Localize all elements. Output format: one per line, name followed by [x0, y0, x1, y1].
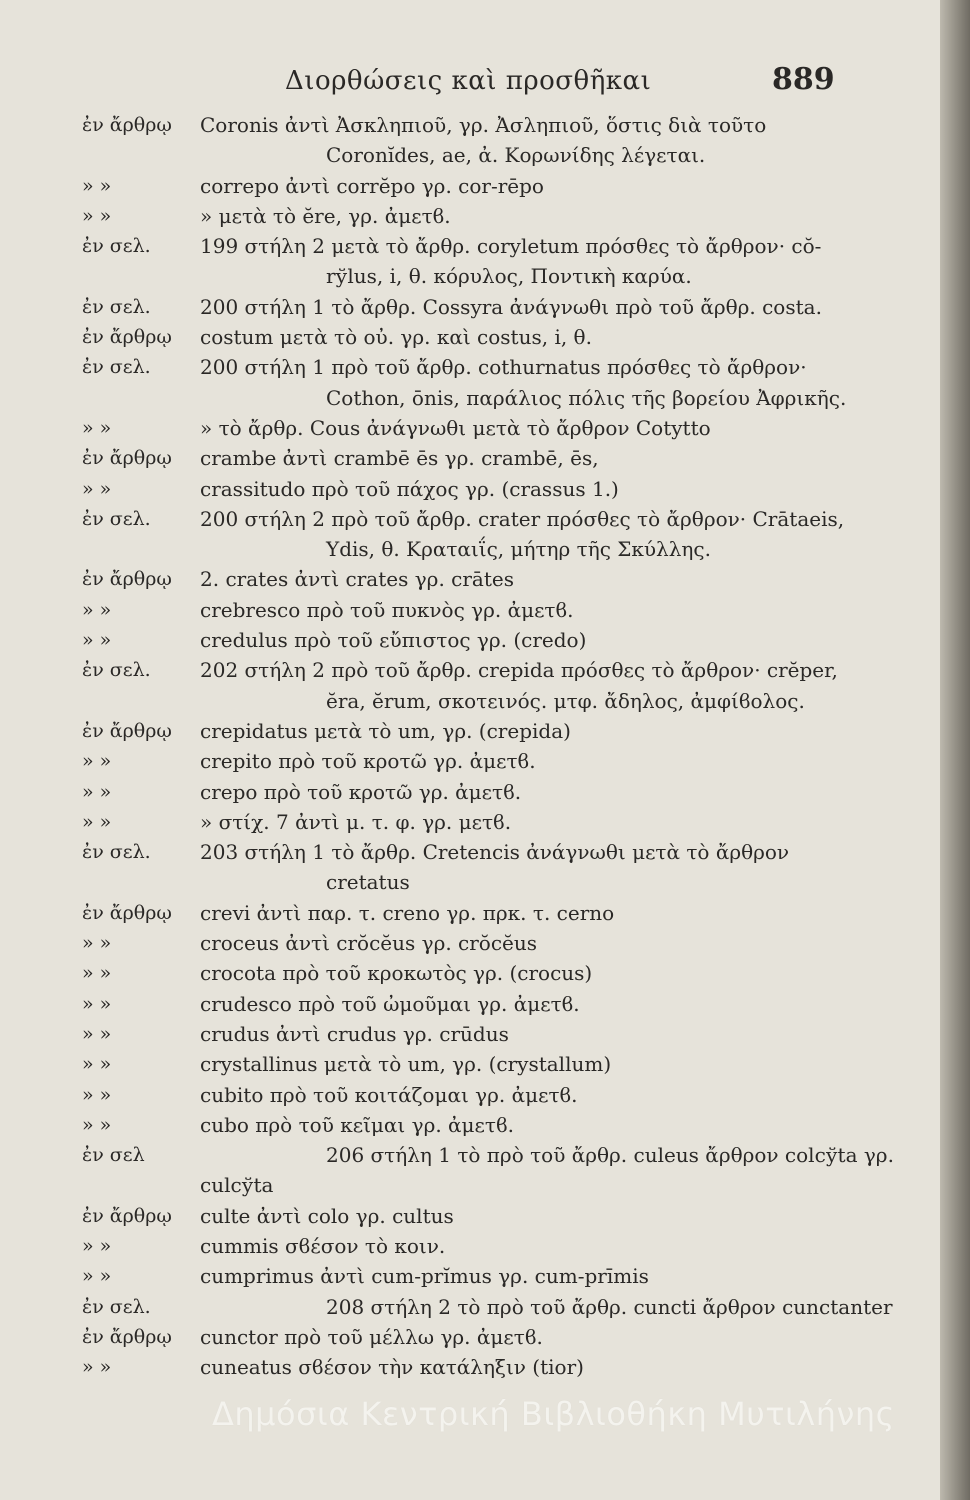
text-line: ἐν σελ. 208 στήλη 2 τὸ πρὸ τοῦ ἄρθρ. cuncti ἄρθρον cunctanter — [82, 1294, 893, 1319]
text-line: ἐν σελ. 203 στήλη 1 τὸ ἄρθρ. Cretencis ἀνάγνωθι μετὰ τὸ ἄρθρον — [82, 840, 790, 865]
text-line: ἐν ἄρθρῳ culte ἀντὶ colo γρ. cultus — [82, 1203, 454, 1228]
text-line: » » » τὸ ἄρθρ. Cous ἀνάγνωθι μετὰ τὸ ἄρθρον Cotytto — [82, 415, 711, 440]
text-line: » » crassitudo πρὸ τοῦ πάχος γρ. (crassus 1.) — [82, 476, 619, 501]
text-line: ĕra, ĕrum, σκοτεινός. μτφ. ἄδηλος, ἀμφίϐολος. — [326, 688, 805, 713]
text-line: » » crebresco πρὸ τοῦ πυκνὸς γρ. ἀμετϐ. — [82, 597, 574, 622]
text-line: cretatus — [326, 870, 410, 895]
text-line: ἐν σελ. 202 στήλη 2 πρὸ τοῦ ἄρθρ. crepida πρόσθες τὸ ἄρθρον· crĕper, — [82, 658, 838, 683]
text-line: ἐν ἄρθρῳ Coronis ἀντὶ Ἀσκληπιοῦ, γρ. Ἀσληπιοῦ, ὅστις διὰ τοῦτο — [82, 113, 767, 137]
errata-list — [0, 110, 940, 1382]
text-line: ἐν σελ. 200 στήλη 2 πρὸ τοῦ ἄρθρ. crater πρόσθες τὸ ἄρθρον· Crātaeis, — [82, 506, 845, 531]
text-line: ἐν σελ. 200 στήλη 1 πρὸ τοῦ ἄρθρ. cothurnatus πρόσθες τὸ ἄρθρον· — [82, 355, 807, 380]
running-head — [0, 62, 940, 102]
text-line: culcўta — [200, 1173, 274, 1198]
text-line: ἐν ἄρθρῳ crevi ἀντὶ παρ. τ. creno γρ. πρκ. τ. cerno — [82, 900, 615, 925]
text-line: ἐν ἄρθρῳ crepidatus μετὰ τὸ um, γρ. (crepida) — [82, 718, 571, 743]
text-line: ἐν σελ. 200 στήλη 1 τὸ ἄρθρ. Cossyra ἀνάγνωθι πρὸ τοῦ ἄρθρ. costa. — [82, 294, 822, 319]
text-line: rўlus, i, θ. κόρυλος, Ποντικὴ καρύα. — [326, 264, 692, 289]
text-line: » » cumprimus ἀντὶ cum-prĭmus γρ. cum-prīmis — [82, 1264, 649, 1289]
page-title: Διορθώσεις καὶ προσθῆκαι — [285, 66, 652, 96]
text-line: » » cubito πρὸ τοῦ κοιτάζομαι γρ. ἀμετϐ. — [82, 1082, 578, 1107]
text-line: » » croceus ἀντὶ crŏcĕus γρ. crŏcĕus — [82, 931, 538, 956]
page-edge — [940, 0, 970, 1500]
text-line: » » crepo πρὸ τοῦ κροτῶ γρ. ἀμετϐ. — [82, 779, 522, 804]
text-line: » » correpo ἀντὶ corrĕpo γρ. cor-rēpo — [82, 173, 544, 198]
text-line: ἐν ἄρθρῳ cunctor πρὸ τοῦ μέλλω γρ. ἀμετϐ. — [82, 1324, 543, 1349]
text-line: Ydis, θ. Κραταιΐς, μήτηρ τῆς Σκύλλης. — [326, 537, 711, 562]
text-line: » » cummis σϐέσον τὸ κοιν. — [82, 1233, 446, 1258]
library-watermark: Δημόσια Κεντρική Βιβλιοθήκη Μυτιλήνης — [212, 1395, 895, 1433]
text-line: » » crepito πρὸ τοῦ κροτῶ γρ. ἀμετϐ. — [82, 749, 536, 774]
text-line: » » crocota πρὸ τοῦ κροκωτὸς γρ. (crocus) — [82, 961, 593, 986]
text-line: ἐν σελ 206 στήλη 1 τὸ πρὸ τοῦ ἄρθρ. culeus ἄρθρον colcўta γρ. — [82, 1143, 894, 1168]
text-line: » » credulus πρὸ τοῦ εὔπιστος γρ. (credo) — [82, 628, 587, 653]
text-line: ἐν σελ. 199 στήλη 2 μετὰ τὸ ἄρθρ. coryletum πρόσθες τὸ ἄρθρον· cŏ- — [82, 234, 822, 259]
text-line: Coronĭdes, ae, ἀ. Κορωνίδης λέγεται. — [326, 143, 706, 168]
text-line: » » » μετὰ τὸ ĕre, γρ. ἀμετϐ. — [82, 203, 451, 228]
text-line: ἐν ἄρθρῳ crambe ἀντὶ crambē ēs γρ. crambē, ēs, — [82, 446, 599, 471]
text-line: ἐν ἄρθρῳ 2. crates ἀντὶ crates γρ. crātes — [82, 567, 514, 592]
text-line: ἐν ἄρθρῳ costum μετὰ τὸ οὐ. γρ. καὶ costus, i, θ. — [82, 325, 592, 350]
text-line: » » » στίχ. 7 ἀντὶ μ. τ. φ. γρ. μετϐ. — [82, 809, 512, 834]
page-number: 889 — [772, 62, 835, 97]
text-line: » » cuneatus σϐέσον τὴν κατάληξιν (tior) — [82, 1355, 584, 1380]
text-line: » » crystallinus μετὰ τὸ um, γρ. (crystallum) — [82, 1052, 612, 1077]
text-line: » » crudesco πρὸ τοῦ ὠμοῦμαι γρ. ἀμετϐ. — [82, 991, 580, 1016]
text-line: » » crudus ἀντὶ crudus γρ. crūdus — [82, 1021, 509, 1046]
text-line: » » cubo πρὸ τοῦ κεῖμαι γρ. ἀμετϐ. — [82, 1112, 514, 1137]
text-line: Cothon, ōnis, παράλιος πόλις τῆς βορείου Ἀφρικῆς. — [326, 385, 847, 410]
